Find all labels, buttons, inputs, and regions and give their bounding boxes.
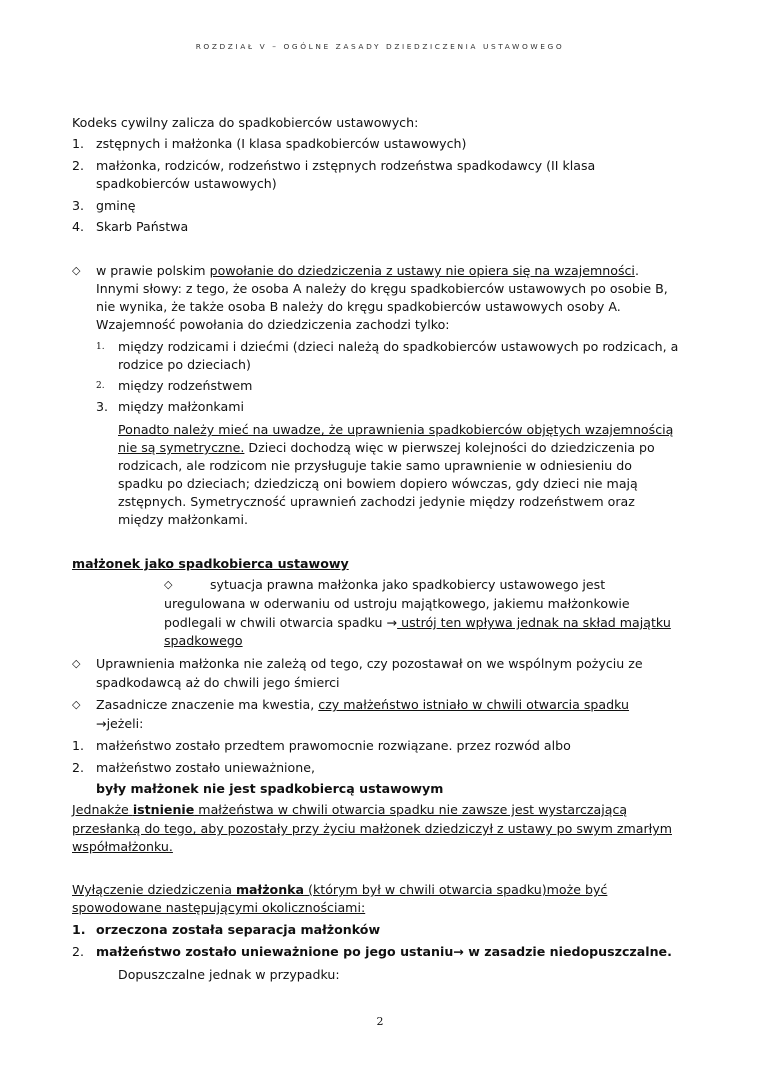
jednakze-line: Jednakże istnienie małżeństwa w chwili otwarcia spadku nie zawsze jest wystarczającą [72, 802, 628, 817]
list1-num: 1. [72, 136, 85, 151]
running-header: ROZDZIAŁ V – OGÓLNE ZASADY DZIEDZICZENIA USTAWOWEGO [195, 42, 565, 51]
diamond-bullet-icon: ◇ [72, 657, 81, 670]
list3-num: 1. [72, 922, 86, 937]
diamond-bullet-icon: ◇ [72, 264, 81, 277]
ponadto-line: nie są symetryczne. Dzieci dochodzą więc w pierwszej kolejności do dziedziczenia po [118, 440, 655, 455]
uprawnienia-line: Uprawnienia małżonka nie zależą od tego, czy pozostawał on we wspólnym pożyciu ze [96, 656, 643, 671]
list-item: małżonka, rodziców, rodzeństwo i zstępnych rodzeństwa spadkodawcy (II klasa [96, 158, 596, 173]
sublist-item: między małżonkami [118, 399, 244, 414]
wylaczenie-line: Wyłączenie dziedziczenia małżonka (którym był w chwili otwarcia spadku)może być [72, 882, 608, 897]
arrow-right-icon: → [96, 716, 107, 731]
situation-line: podlegali w chwili otwarcia spadku → ustrój ten wpływa jednak na skład majątku [164, 615, 671, 630]
list1-num: 2. [72, 158, 85, 173]
byly-statement: były małżonek nie jest spadkobiercą ustawowym [96, 781, 444, 796]
sublist-item: między rodzeństwem [118, 378, 253, 393]
intro-text: Kodeks cywilny zalicza do spadkobierców ustawowych: [72, 115, 419, 130]
list3-num: 2. [72, 944, 85, 959]
bullet-line: Innymi słowy: z tego, że osoba A należy do kręgu spadkobierców ustawowych po osobie B, [96, 281, 668, 296]
bullet-line: nie wynika, że także osoba B należy do kręgu spadkobierców ustawowych osoby A. [96, 299, 621, 314]
list1-num: 3. [72, 198, 85, 213]
jednakze-line: przesłanką do tego, aby pozostały przy życiu małżonek dziedziczył z ustawy po swym zmarłym [72, 821, 672, 836]
arrow-right-icon: → [453, 944, 464, 959]
sublist-item-cont: rodzice po dzieciach) [118, 357, 251, 372]
ponadto-line: Ponadto należy mieć na uwadze, że uprawnienia spadkobierców objętych wzajemnością [118, 422, 674, 437]
list-item: orzeczona została separacja małżonków [96, 922, 381, 937]
wylaczenie-line: spowodowane następującymi okolicznościami: [72, 900, 366, 915]
ponadto-line: rodzicach, ale rodzicom nie przysługuje takie samo uprawnienie w odniesieniu do [118, 458, 632, 473]
section-heading: małżonek jako spadkobierca ustawowy [72, 556, 349, 571]
diamond-bullet-icon: ◇ [164, 578, 173, 591]
sublist-item: między rodzicami i dziećmi (dzieci należą do spadkobierców ustawowych po rodzicach, a [118, 339, 679, 354]
situation-line: uregulowana w oderwaniu od ustroju majątkowego, jakiemu małżonkowie [164, 596, 630, 611]
ponadto-line: spadku po dzieciach; dziedziczą oni bowiem dopiero wówczas, gdy dzieci nie mają [118, 476, 638, 491]
list2-num: 1. [72, 738, 85, 753]
sublist-num: 3. [96, 399, 109, 414]
situation-line: sytuacja prawna małżonka jako spadkobiercy ustawowego jest [210, 577, 606, 592]
list-item: małżeństwo zostało przedtem prawomocnie rozwiązane. przez rozwód albo [96, 738, 571, 753]
list-item-cont: spadkobierców ustawowych) [96, 176, 277, 191]
zasadnicze-line: Zasadnicze znaczenie ma kwestia, czy małżeństwo istniało w chwili otwarcia spadku [96, 697, 630, 712]
situation-line: spadkowego [164, 633, 243, 648]
list-item: małżeństwo zostało unieważnione po jego ustaniu→ w zasadzie niedopuszczalne. [96, 944, 672, 959]
sublist-num: 2. [96, 381, 105, 391]
list-item: zstępnych i małżonka (I klasa spadkobierców ustawowych) [96, 136, 467, 151]
list-item: Skarb Państwa [96, 219, 189, 234]
sublist-num: 1. [96, 342, 105, 352]
ponadto-line: zstępnych. Symetryczność uprawnień zachodzi jedynie między rodzeństwem oraz [118, 494, 635, 509]
page-number: 2 [376, 1015, 384, 1028]
uprawnienia-line: spadkodawcą aż do chwili jego śmierci [96, 675, 340, 690]
list2-num: 2. [72, 760, 85, 775]
list-item: małżeństwo zostało unieważnione, [96, 760, 315, 775]
diamond-bullet-icon: ◇ [72, 698, 81, 711]
list-item: gminę [96, 198, 136, 213]
jednakze-line: współmałżonku. [72, 839, 173, 854]
dopuszczalne-line: Dopuszczalne jednak w przypadku: [118, 967, 340, 982]
arrow-right-icon: → [386, 615, 398, 630]
zasadnicze-line: →jeżeli: [96, 716, 144, 731]
bullet-paragraph: w prawie polskim powołanie do dziedziczenia z ustawy nie opiera się na wzajemności. [96, 263, 639, 278]
ponadto-line: między małżonkami. [118, 512, 248, 527]
bullet-line: Wzajemność powołania do dziedziczenia zachodzi tylko: [96, 317, 450, 332]
list1-num: 4. [72, 219, 85, 234]
